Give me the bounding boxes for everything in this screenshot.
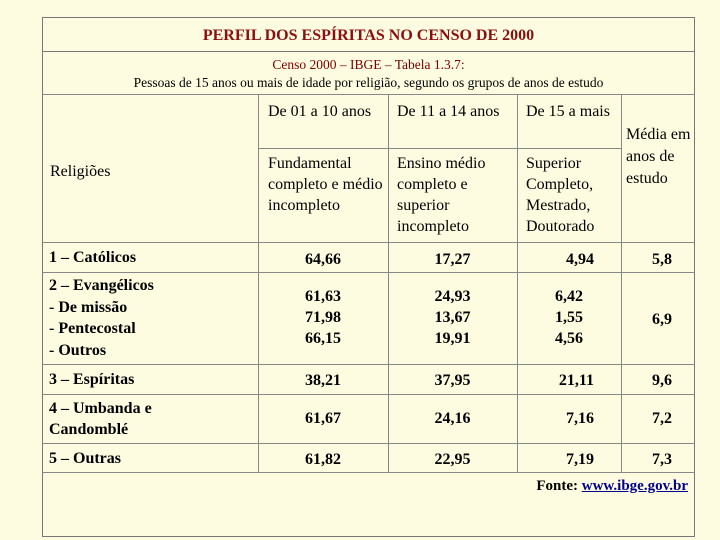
rule-row1 <box>42 272 695 273</box>
row-label-espiritas: 3 – Espíritas <box>49 371 135 388</box>
cell-evangelicos-c3 <box>517 286 621 349</box>
rule-header-bottom <box>42 242 695 243</box>
cell-outras-media-value: 7,3 <box>652 451 672 468</box>
col-rule-4 <box>621 94 622 472</box>
col-level-1: Fundamental completo e médio incompleto <box>268 155 383 214</box>
rule-header-mid <box>258 148 621 149</box>
cell-outras-c1: 61,82 <box>305 451 341 468</box>
cell-umbanda-media-value: 7,2 <box>652 410 672 427</box>
rule-row4 <box>42 443 695 444</box>
cell-evangelicos-c1 <box>258 286 388 349</box>
cell-evangelicos-c3-b: 1,55 <box>555 309 583 326</box>
cell-evangelicos-c1-c: 66,15 <box>305 330 341 347</box>
cell-umbanda-c3-value: 7,16 <box>566 410 594 427</box>
cell-espiritas-media-value: 9,6 <box>652 372 672 389</box>
row-label-evangelicos-3: - Pentecostal <box>49 320 136 337</box>
cell-evangelicos-c1-b: 71,98 <box>305 309 341 326</box>
row-label-evangelicos <box>49 275 154 361</box>
cell-evangelicos-media-value: 6,9 <box>652 311 672 328</box>
cell-evangelicos-c2-c: 19,91 <box>434 330 471 347</box>
cell-outras-c2: 22,95 <box>434 451 471 468</box>
subtitle-line1: Censo 2000 – IBGE – Tabela 1.3.7: <box>272 57 465 72</box>
cell-catolicos-c1: 64,66 <box>305 251 341 268</box>
cell-evangelicos-c2-b: 13,67 <box>434 309 471 326</box>
row-label-catolicos: 1 – Católicos <box>49 249 137 266</box>
col-level-3: Superior Completo, Mestrado, Doutorado <box>526 155 595 235</box>
rule-row5 <box>42 472 695 473</box>
cell-catolicos-media-value: 5,8 <box>652 251 672 268</box>
row-label-outras: 5 – Outras <box>49 450 121 467</box>
row-label-umbanda-2: Candomblé <box>49 421 129 438</box>
col-years-2: De 11 a 14 anos <box>397 103 500 120</box>
cell-evangelicos-c2 <box>388 286 517 349</box>
rule-row3 <box>42 394 695 395</box>
source-note <box>536 478 688 495</box>
cell-espiritas-c2: 37,95 <box>434 372 471 389</box>
cell-outras-c3-value: 7,19 <box>566 451 594 468</box>
col-rule-3 <box>517 94 518 472</box>
subtitle-line2: Pessoas de 15 anos ou mais de idade por religião, segundo os grupos de anos de estudo <box>133 75 604 90</box>
table-subtitle <box>42 52 695 94</box>
col-level-2: Ensino médio completo e superior incompleto <box>397 155 486 235</box>
rule-header-top <box>42 94 695 95</box>
religioes-header: Religiões <box>50 163 111 180</box>
cell-evangelicos-c3-a: 6,42 <box>555 288 583 305</box>
cell-espiritas-c1: 38,21 <box>305 372 341 389</box>
col-media: Média em anos de estudo <box>626 126 691 187</box>
row-label-evangelicos-2: - De missão <box>49 298 128 316</box>
cell-catolicos-c2: 17,27 <box>434 251 471 268</box>
row-label-evangelicos-4: - Outros <box>49 341 107 359</box>
rule-row2 <box>42 364 695 365</box>
cell-umbanda-c2: 24,16 <box>434 410 471 427</box>
cell-espiritas-c3-value: 21,11 <box>558 372 594 389</box>
page-title: PERFIL DOS ESPÍRITAS NO CENSO DE 2000 <box>42 17 695 52</box>
cell-evangelicos-c2-a: 24,93 <box>434 288 471 305</box>
cell-evangelicos-c3-c: 4,56 <box>555 330 583 347</box>
cell-umbanda-c1: 61,67 <box>305 410 341 427</box>
row-label-evangelicos-1: 2 – Evangélicos <box>49 277 154 294</box>
col-years-1: De 01 a 10 anos <box>268 103 372 120</box>
cell-catolicos-c3-value: 4,94 <box>566 251 594 268</box>
col-years-3: De 15 a mais <box>526 103 610 120</box>
source-label: Fonte: <box>536 478 582 494</box>
row-label-umbanda-1: 4 – Umbanda e <box>49 400 152 417</box>
source-link[interactable]: www.ibge.gov.br <box>581 478 688 494</box>
cell-evangelicos-c1-a: 61,63 <box>305 288 341 305</box>
row-label-umbanda <box>49 398 152 440</box>
